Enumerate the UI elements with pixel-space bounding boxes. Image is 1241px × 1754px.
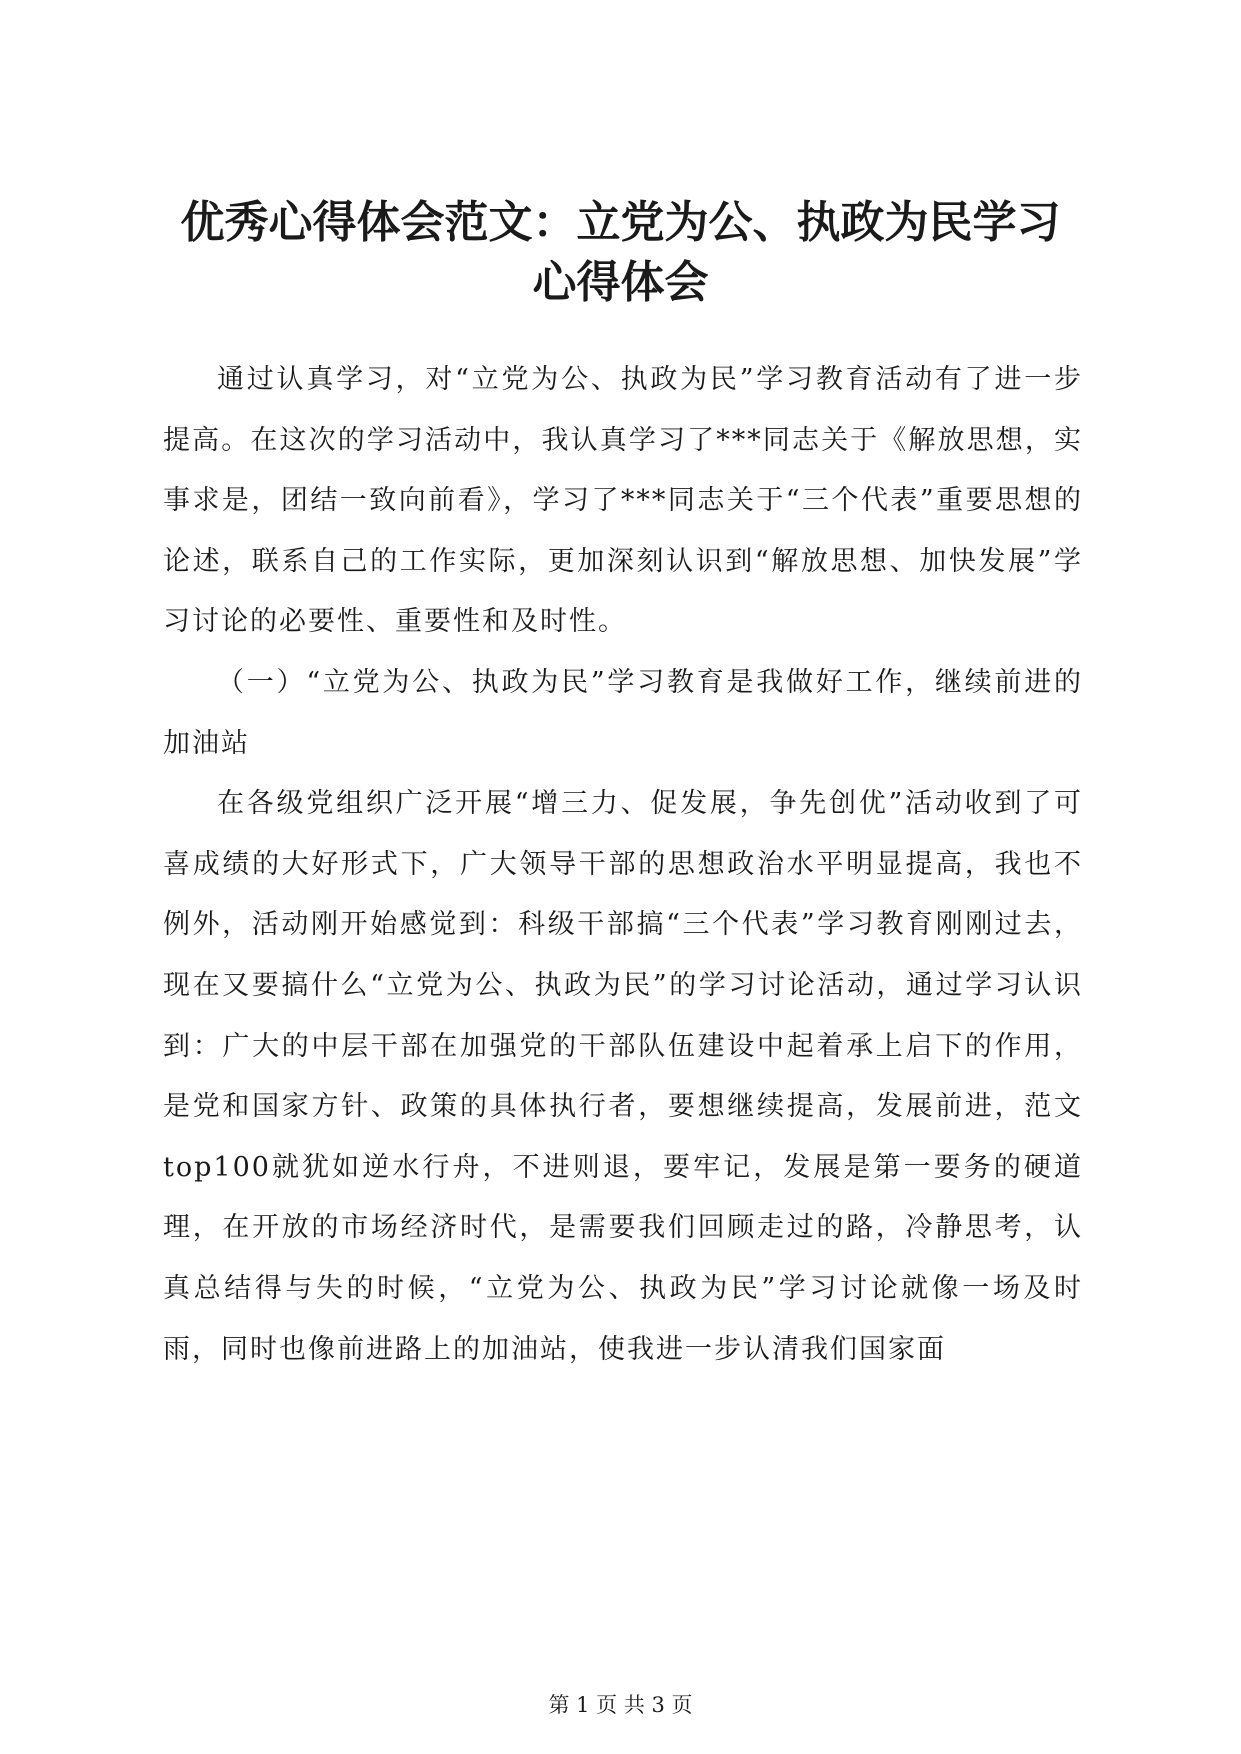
document-title-line-2: 心得体会 bbox=[532, 257, 709, 308]
document-title-line-1: 优秀心得体会范文：立党为公、执政为民学习 bbox=[180, 197, 1061, 248]
paragraph-main: 在各级党组织广泛开展“增三力、促发展，争先创优”活动收到了可喜成绩的大好形式下，广大领导干部的思想政治水平明显提高，我也不例外，活动刚开始感觉到：科级干部搞“三个代表”学习教育刚刚过去，现在又要搞什么“立党为公、执政为民”的学习讨论活动，通过学习认识到：广大的中层干部在加强党的干部队伍建设中起着承上启下的作用，是党和国家方针、政策的具体执行者，要想继续提高，发展前进，范文top100就犹如逆水行舟，不进则退，要牢记，发展是第一要务的硬道理，在开放的市场经济时代，是需要我们回顾走过的路，冷静思考，认真总结得与失的时候，“立党为公、执政为民”学习讨论就像一场及时雨，同时也像前进路上的加油站，使我进一步认清我们国家面 bbox=[163, 788, 1083, 1365]
paragraph-intro: 通过认真学习，对“立党为公、执政为民”学习教育活动有了进一步提高。在这次的学习活动中，我认真学习了***同志关于《解放思想，实事求是，团结一致向前看》，学习了***同志关于“三个代表”重要思想的论述，联系自己的工作实际，更加深刻认识到“解放思想、加快发展”学习讨论的必要性、重要性和及时性。 bbox=[163, 364, 1083, 638]
page-footer: 第 1 页 共 3 页 bbox=[548, 1693, 693, 1717]
paragraph-section-heading: （一）“立党为公、执政为民”学习教育是我做好工作，继续前进的加油站 bbox=[163, 666, 1083, 759]
document-body bbox=[163, 350, 1083, 1380]
